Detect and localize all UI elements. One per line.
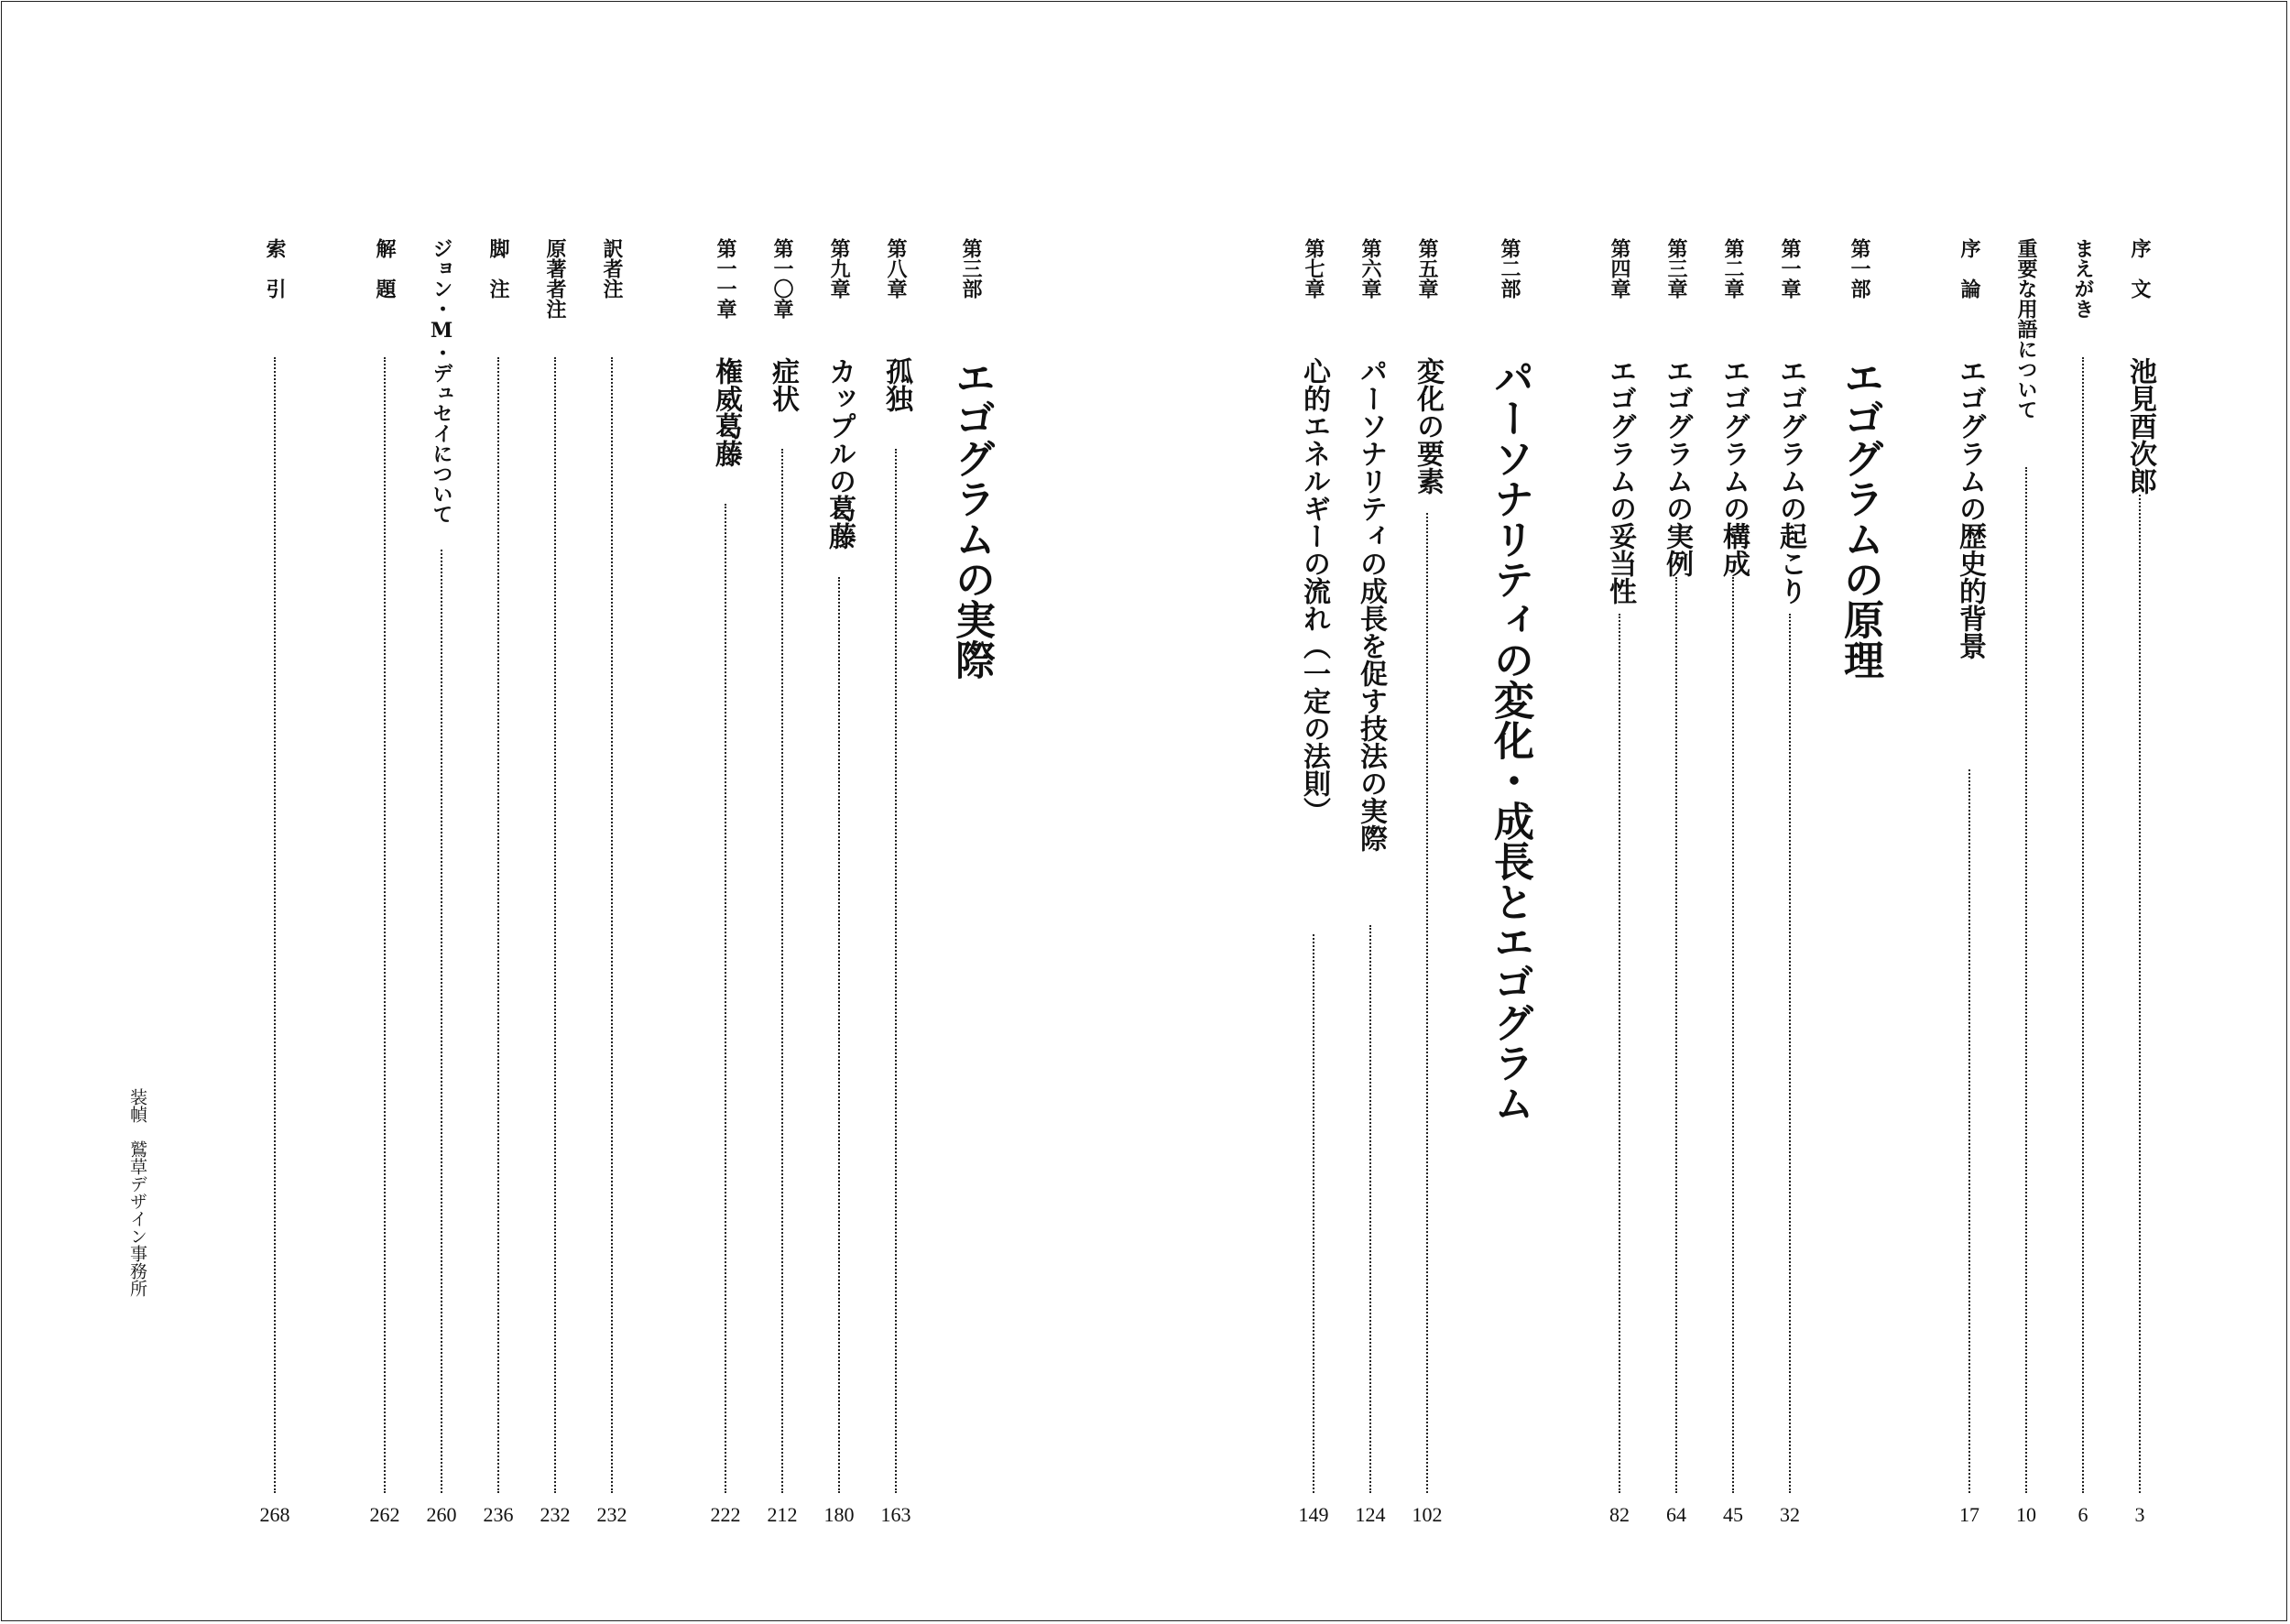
page-number: 222	[710, 1503, 741, 1526]
page-number: 149	[1298, 1503, 1329, 1526]
toc-label: 訳者注	[600, 238, 624, 299]
page-number: 232	[540, 1503, 571, 1526]
toc-label: 第一〇章	[770, 238, 794, 319]
toc-label: 序 論	[1957, 238, 1981, 299]
page-number: 124	[1355, 1503, 1386, 1526]
toc-label: 第五章	[1415, 238, 1439, 299]
toc-label: 第三章	[1664, 238, 1688, 299]
leader-dots	[441, 550, 442, 1493]
toc-title: エゴグラムの歴史的背景	[1954, 357, 1986, 659]
part-label: 第二部	[1498, 238, 1521, 299]
toc-label: 解 題	[373, 238, 397, 299]
toc-label: ジョン・M・デュセイについて	[430, 238, 453, 524]
page-number: 64	[1666, 1503, 1686, 1526]
leader-dots	[384, 357, 386, 1493]
toc-title: エゴグラムの構成	[1718, 357, 1750, 577]
leader-dots	[611, 357, 613, 1493]
leader-dots	[2025, 467, 2027, 1493]
toc-label: 第一章	[1778, 238, 1802, 299]
toc-title: 権威葛藤	[710, 357, 742, 467]
toc-label: 第六章	[1358, 238, 1382, 299]
toc-title: 心的エネルギーの流れ（一定の法則）	[1298, 357, 1330, 824]
page-number: 3	[2134, 1503, 2145, 1526]
page-number: 260	[426, 1503, 457, 1526]
leader-dots	[2082, 357, 2084, 1493]
page-number: 236	[483, 1503, 514, 1526]
page-number: 102	[1412, 1503, 1443, 1526]
toc-title: 症状	[767, 357, 799, 412]
page-number: 6	[2077, 1503, 2088, 1526]
page-number: 32	[1780, 1503, 1800, 1526]
toc-title: エゴグラムの実例	[1661, 357, 1693, 577]
leader-dots	[725, 504, 726, 1493]
toc-label: 原著者注	[543, 238, 567, 319]
leader-dots	[838, 577, 840, 1493]
toc-label: 脚 注	[486, 238, 510, 299]
toc-title: 変化の要素	[1412, 357, 1444, 495]
page-number: 45	[1723, 1503, 1743, 1526]
page-number: 82	[1609, 1503, 1630, 1526]
page-number: 17	[1959, 1503, 1979, 1526]
design-credit: 装幀 鷲草デザイン事務所	[127, 1088, 147, 1297]
toc-label: 序 文	[2128, 238, 2152, 299]
toc-label: 第二章	[1721, 238, 1745, 299]
page-number: 10	[2016, 1503, 2036, 1526]
leader-dots	[2139, 495, 2141, 1493]
toc-label: 第四章	[1608, 238, 1631, 299]
part-label: 第三部	[959, 238, 983, 299]
leader-dots	[1789, 614, 1791, 1493]
page-number: 262	[369, 1503, 400, 1526]
toc-label: 重要な用語について	[2014, 238, 2038, 420]
leader-dots	[554, 357, 556, 1493]
part-title: エゴグラムの原理	[1837, 357, 1883, 680]
toc-title: エゴグラムの起こり	[1774, 357, 1806, 605]
leader-dots	[1369, 925, 1371, 1493]
toc-title: エゴグラムの妥当性	[1604, 357, 1636, 605]
page-number: 163	[880, 1503, 911, 1526]
leader-dots	[1619, 614, 1620, 1493]
toc-label: 索 引	[263, 238, 287, 299]
page-number: 232	[596, 1503, 627, 1526]
toc-label: 第七章	[1302, 238, 1325, 299]
leader-dots	[895, 449, 897, 1493]
leader-dots	[497, 357, 499, 1493]
leader-dots	[1968, 769, 1970, 1493]
part-title: エゴグラムの実際	[948, 357, 995, 680]
toc-label: 第一一章	[714, 238, 737, 319]
toc-title: パーソナリティの成長を促す技法の実際	[1355, 357, 1387, 852]
toc-label: 第九章	[827, 238, 851, 299]
toc-label: まえがき	[2071, 238, 2095, 319]
leader-dots	[274, 357, 276, 1493]
part-title: パーソナリティの変化・成長とエゴグラム	[1487, 357, 1533, 1123]
leader-dots	[1313, 934, 1314, 1493]
part-label: 第一部	[1848, 238, 1871, 299]
toc-title: 孤独	[880, 357, 912, 412]
page-number: 212	[767, 1503, 798, 1526]
page-number: 180	[823, 1503, 855, 1526]
leader-dots	[1675, 577, 1677, 1493]
toc-title: カップルの葛藤	[823, 357, 856, 550]
leader-dots	[1732, 577, 1734, 1493]
toc-title: 池見酉次郎	[2124, 357, 2156, 495]
toc-label: 第八章	[884, 238, 908, 299]
leader-dots	[781, 449, 783, 1493]
leader-dots	[1426, 513, 1428, 1493]
page-number: 268	[259, 1503, 290, 1526]
